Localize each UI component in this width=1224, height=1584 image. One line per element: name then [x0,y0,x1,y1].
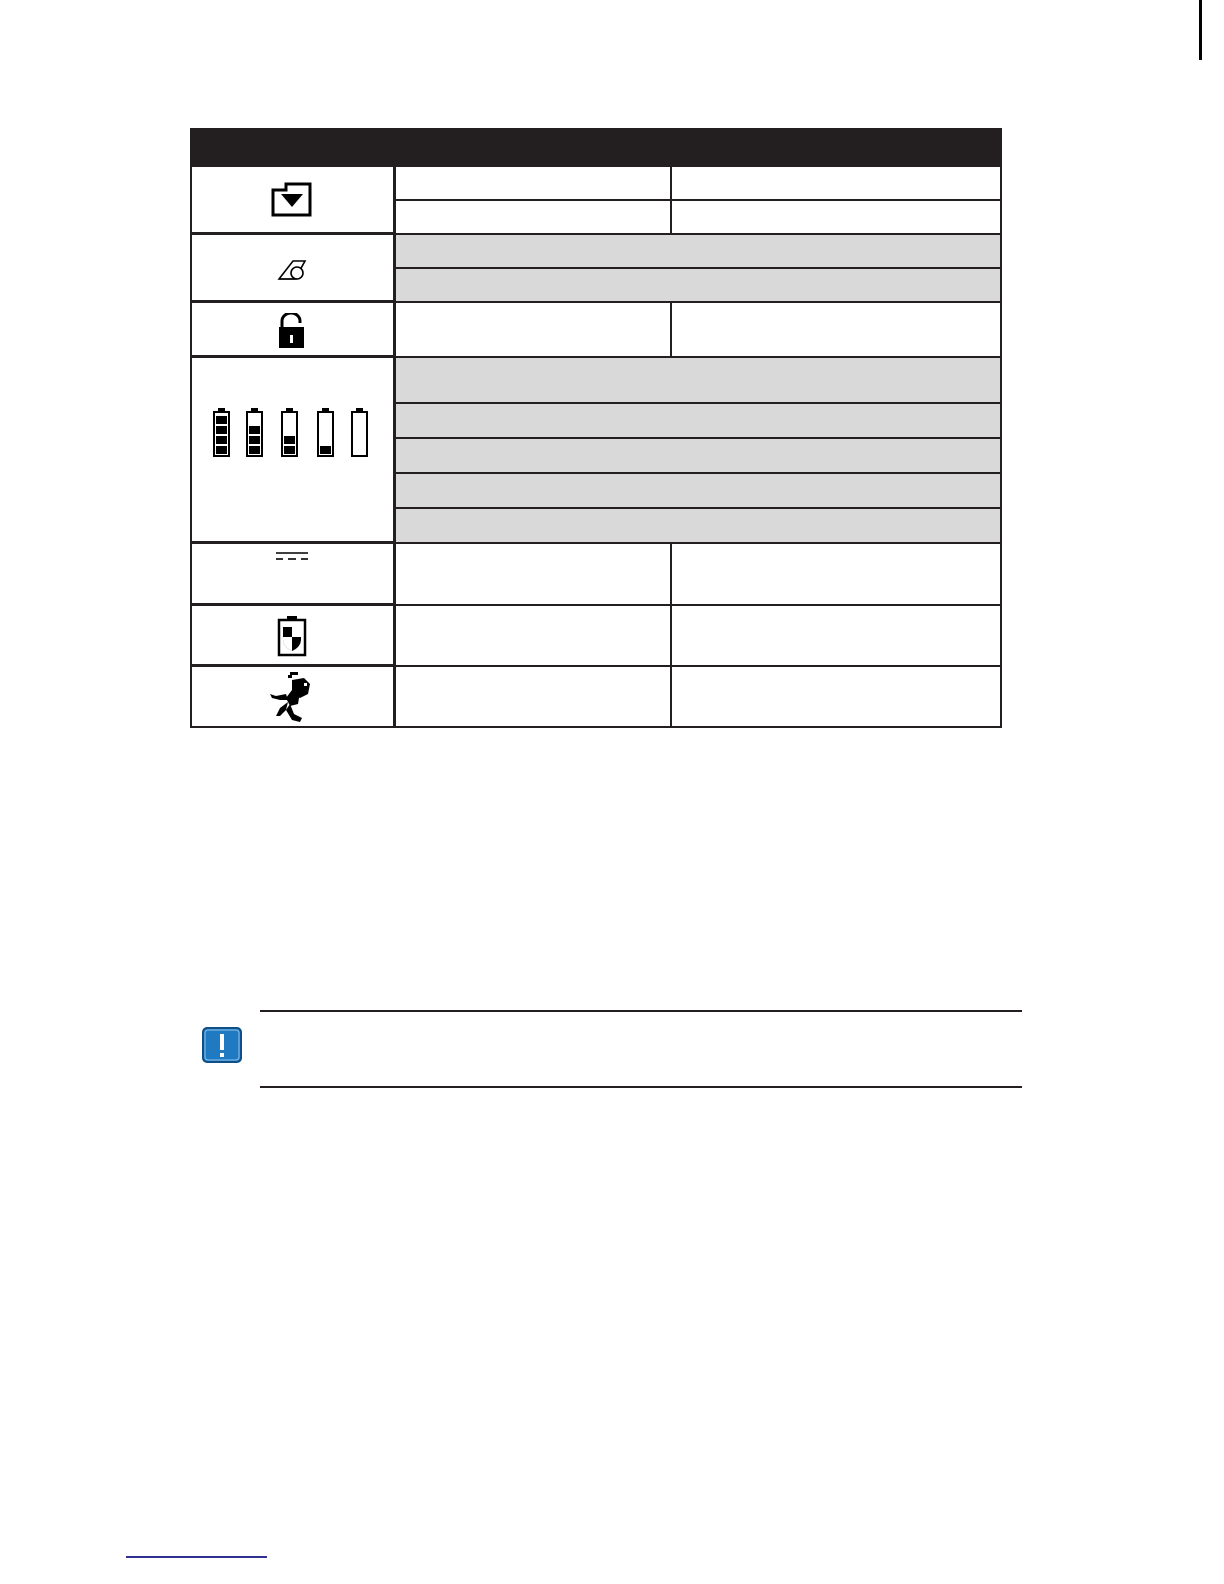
note-top-rule [260,1010,1022,1012]
exclamation-icon [202,1027,242,1063]
note-bottom-rule [260,1086,1022,1088]
status-icon-table [190,128,1002,728]
table-frame [190,128,1002,728]
page-edge-rule [1199,0,1202,60]
footer-link-underline[interactable] [126,1556,267,1558]
important-note [202,1010,1022,1090]
